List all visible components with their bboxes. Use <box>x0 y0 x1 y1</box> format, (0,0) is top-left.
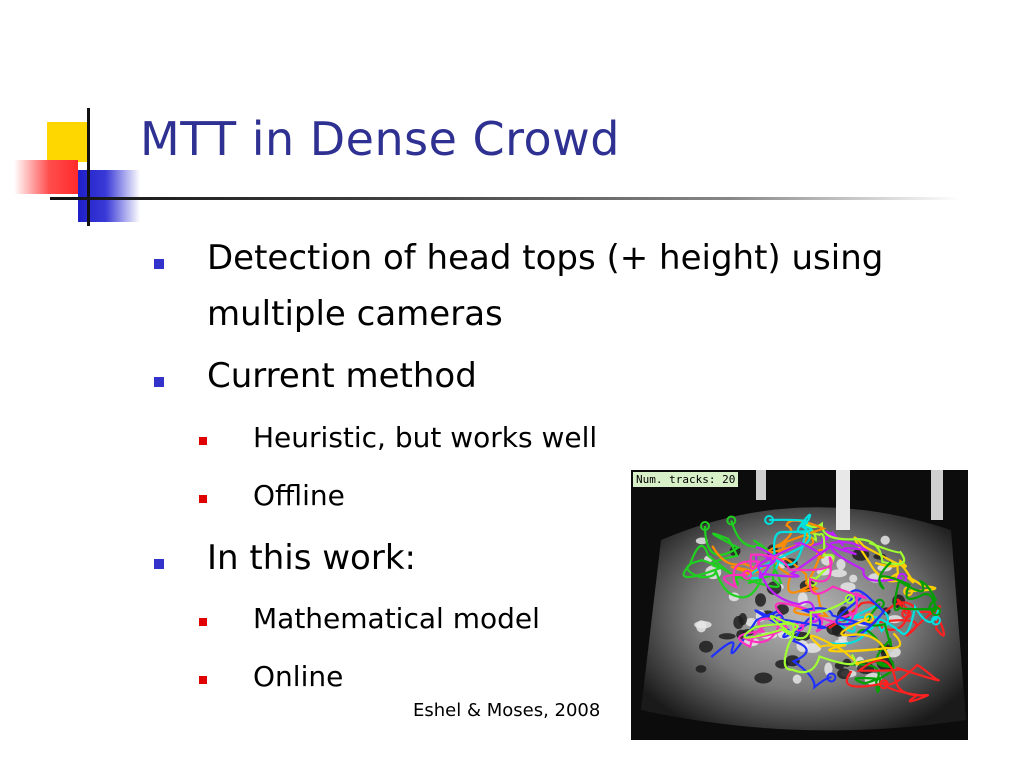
sub-bullet-online: Online <box>253 660 344 693</box>
person-blob <box>694 621 711 629</box>
citation-caption: Eshel & Moses, 2008 <box>413 700 601 721</box>
person-blob <box>881 536 890 545</box>
bullet-marker <box>154 259 164 269</box>
person-blob <box>849 575 857 583</box>
person-blob <box>699 641 713 653</box>
bullet-marker <box>154 377 164 387</box>
sub-bullet-marker <box>199 618 207 626</box>
sub-bullet-mathematical-model: Mathematical model <box>253 602 540 635</box>
bullet-item-detection-line2: multiple cameras <box>207 294 503 334</box>
crowd-tracking-image <box>631 470 968 740</box>
person-blob <box>793 674 802 683</box>
bullet-item-current-method: Current method <box>207 356 477 396</box>
title-deco-vertical-line <box>87 108 90 226</box>
person-blob <box>836 559 845 570</box>
title-deco-red-bar <box>14 160 78 194</box>
person-blob <box>755 593 766 606</box>
person-blob <box>830 569 847 577</box>
person-blob <box>696 665 707 673</box>
sub-bullet-marker <box>199 676 207 684</box>
bullet-marker <box>154 559 164 569</box>
bullet-item-in-this-work: In this work: <box>207 538 416 578</box>
sub-bullet-marker <box>199 437 207 445</box>
sub-bullet-offline: Offline <box>253 479 345 512</box>
sub-bullet-heuristic: Heuristic, but works well <box>253 421 598 454</box>
num-tracks-label: Num. tracks: 20 <box>633 472 738 487</box>
sub-bullet-marker <box>199 495 207 503</box>
crowd-scene-graphic <box>631 470 968 740</box>
bullet-item-detection-line1: Detection of head tops (+ height) using <box>207 238 884 278</box>
person-blob <box>719 633 736 639</box>
person-blob <box>733 616 743 629</box>
person-blob <box>754 672 772 683</box>
title-deco-yellow-square <box>47 122 87 162</box>
slide-title: MTT in Dense Crowd <box>140 112 621 166</box>
title-underline <box>50 197 960 200</box>
